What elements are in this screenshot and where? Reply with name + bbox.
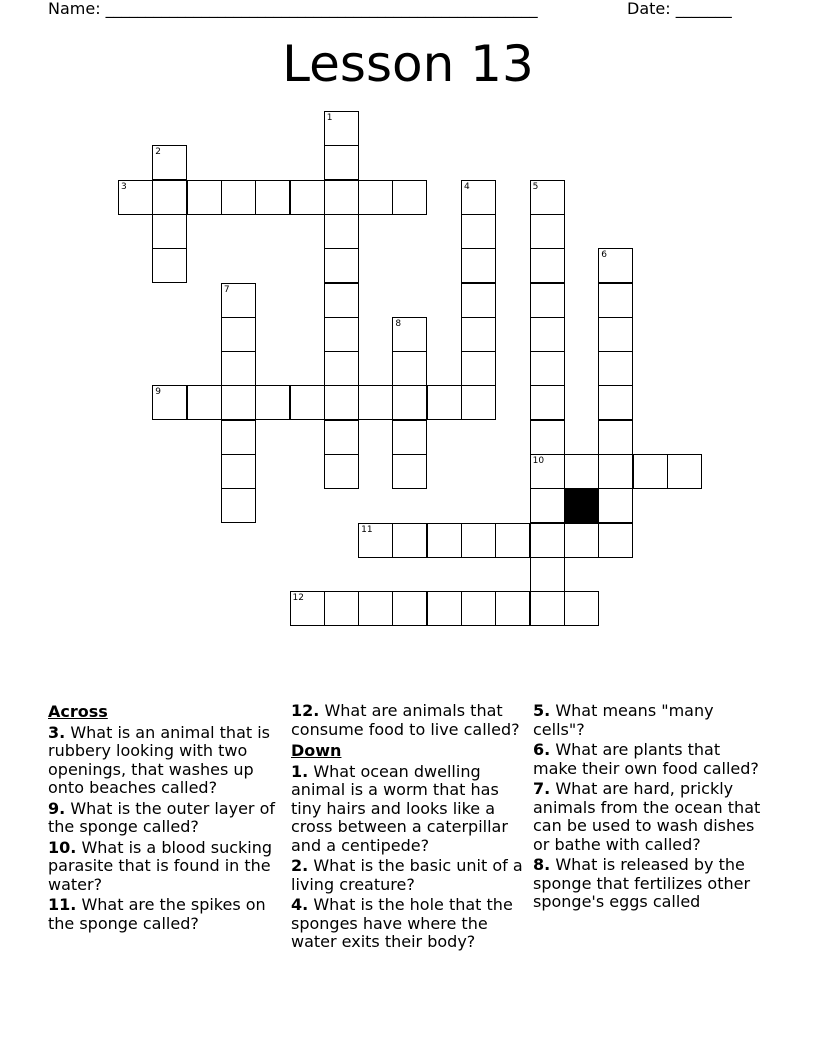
clue-number: 12. bbox=[291, 701, 320, 720]
crossword-cell[interactable] bbox=[495, 591, 530, 626]
crossword-cell[interactable] bbox=[324, 385, 359, 420]
clue-text: What are plants that make their own food called? bbox=[533, 740, 759, 778]
crossword-cell[interactable] bbox=[530, 317, 565, 352]
crossword-cell[interactable] bbox=[221, 351, 256, 386]
crossword-cell[interactable] bbox=[530, 214, 565, 249]
crossword-cell[interactable] bbox=[530, 283, 565, 318]
crossword-cell[interactable] bbox=[221, 488, 256, 523]
crossword-cell[interactable] bbox=[358, 591, 393, 626]
crossword-cell[interactable] bbox=[598, 523, 633, 558]
crossword-cell[interactable] bbox=[324, 214, 359, 249]
crossword-clue-number: 6 bbox=[601, 250, 607, 261]
crossword-cell[interactable] bbox=[598, 420, 633, 455]
crossword-cell[interactable] bbox=[324, 248, 359, 283]
crossword-cell[interactable] bbox=[221, 385, 256, 420]
crossword-cell[interactable] bbox=[461, 351, 496, 386]
crossword-cell[interactable] bbox=[152, 214, 187, 249]
clue-down-1 bbox=[291, 763, 525, 856]
crossword-cell[interactable] bbox=[461, 248, 496, 283]
crossword-clue-number: 2 bbox=[155, 147, 162, 158]
clue-across-10 bbox=[48, 839, 282, 895]
clues-column-1 bbox=[48, 700, 282, 933]
page-title: Lesson 13 bbox=[282, 35, 534, 93]
crossword-cell[interactable] bbox=[255, 180, 290, 215]
crossword-cell[interactable] bbox=[221, 317, 256, 352]
clue-number: 8. bbox=[533, 855, 551, 874]
crossword-cell[interactable] bbox=[495, 523, 530, 558]
crossword-cell[interactable] bbox=[392, 591, 427, 626]
crossword-cell[interactable] bbox=[461, 523, 496, 558]
crossword-cell[interactable] bbox=[598, 454, 633, 489]
crossword-cell[interactable] bbox=[324, 145, 359, 180]
crossword-clue-number: 1 bbox=[326, 113, 333, 123]
crossword-cell[interactable] bbox=[152, 248, 187, 283]
clue-across-12 bbox=[291, 702, 525, 739]
clue-number: 10. bbox=[48, 837, 77, 857]
crossword-cell[interactable] bbox=[530, 351, 565, 386]
clue-down-5 bbox=[533, 702, 767, 739]
clue-number: 11. bbox=[48, 895, 77, 914]
crossword-cell[interactable] bbox=[598, 283, 633, 318]
across-heading: Across bbox=[48, 702, 108, 721]
crossword-cell[interactable] bbox=[152, 180, 187, 215]
crossword-cell[interactable] bbox=[530, 557, 565, 592]
clue-text: What are animals that consume food to live called? bbox=[291, 701, 520, 739]
crossword-cell[interactable] bbox=[461, 591, 496, 626]
crossword-cell[interactable] bbox=[324, 591, 359, 626]
crossword-cell[interactable] bbox=[530, 248, 565, 283]
clues-column-2 bbox=[291, 700, 525, 952]
crossword-cell[interactable] bbox=[461, 283, 496, 318]
clue-text: What are the spikes on the sponge called? bbox=[48, 895, 266, 933]
crossword-cell[interactable] bbox=[598, 351, 633, 386]
crossword-cell[interactable] bbox=[564, 591, 599, 626]
crossword-cell[interactable] bbox=[290, 385, 325, 420]
crossword-cell[interactable] bbox=[427, 523, 462, 558]
clues-column-3 bbox=[533, 700, 767, 912]
clue-number: 5. bbox=[533, 701, 551, 720]
clue-down-4 bbox=[291, 896, 525, 952]
crossword-cell[interactable] bbox=[427, 385, 462, 420]
clue-across-9 bbox=[48, 800, 282, 837]
crossword-cell[interactable] bbox=[530, 591, 565, 626]
clue-text: What means "many cells"? bbox=[533, 701, 714, 739]
crossword-cell[interactable] bbox=[598, 385, 633, 420]
clue-number: 9. bbox=[48, 798, 66, 818]
crossword-cell[interactable] bbox=[221, 454, 256, 489]
crossword-cell[interactable] bbox=[461, 214, 496, 249]
crossword-cell[interactable] bbox=[392, 351, 427, 386]
crossword-cell[interactable] bbox=[564, 523, 599, 558]
clue-text: What is an animal that is rubbery looking with two openings, that washes up onto beaches called? bbox=[48, 722, 271, 797]
clue-number: 6. bbox=[533, 740, 551, 759]
crossword-cell[interactable] bbox=[290, 180, 325, 215]
crossword-clue-number: 4 bbox=[464, 181, 470, 192]
crossword-cell[interactable] bbox=[324, 180, 359, 215]
crossword-cell[interactable] bbox=[530, 523, 565, 558]
crossword-clue-number: 7 bbox=[223, 284, 230, 295]
crossword-clue-number: 3 bbox=[121, 181, 127, 192]
name-field-label: Name: ______________________________________________________ bbox=[48, 0, 538, 18]
crossword-cell[interactable] bbox=[324, 454, 359, 489]
clue-across-3 bbox=[48, 724, 282, 798]
down-heading: Down bbox=[291, 741, 342, 760]
crossword-cell[interactable] bbox=[392, 523, 427, 558]
clue-across-11 bbox=[48, 896, 282, 933]
crossword-cell[interactable] bbox=[392, 385, 427, 420]
crossword-cell[interactable] bbox=[461, 317, 496, 352]
crossword-cell[interactable] bbox=[324, 317, 359, 352]
crossword-cell[interactable] bbox=[667, 454, 702, 489]
crossword-clue-number: 10 bbox=[532, 456, 545, 466]
crossword-cell[interactable] bbox=[598, 317, 633, 352]
clue-text: What ocean dwelling animal is a worm that has tiny hairs and looks like a cross between a caterpillar and a centipede? bbox=[291, 761, 508, 855]
crossword-cell[interactable] bbox=[564, 454, 599, 489]
clue-text: What is the basic unit of a living creature? bbox=[291, 856, 523, 894]
crossword-cell[interactable] bbox=[530, 488, 565, 523]
crossword-cell[interactable] bbox=[461, 385, 496, 420]
crossword-cell[interactable] bbox=[633, 454, 668, 489]
crossword-cell[interactable] bbox=[221, 420, 256, 455]
crossword-cell[interactable] bbox=[530, 385, 565, 420]
crossword-clue-number: 9 bbox=[155, 387, 162, 398]
clue-down-2 bbox=[291, 857, 525, 894]
clue-text: What are hard, prickly animals from the ocean that can be used to wash dishes or bathe with called? bbox=[533, 779, 761, 854]
crossword-cell[interactable] bbox=[530, 420, 565, 455]
crossword-clue-number: 12 bbox=[292, 593, 304, 604]
crossword-cell[interactable] bbox=[187, 385, 222, 420]
crossword-cell[interactable] bbox=[392, 420, 427, 455]
clue-number: 2. bbox=[291, 856, 309, 875]
clue-text: What is the hole that the sponges have where the water exits their body? bbox=[291, 895, 513, 951]
clue-down-7 bbox=[533, 780, 767, 854]
crossword-cell[interactable] bbox=[392, 180, 427, 215]
crossword-cell[interactable] bbox=[324, 351, 359, 386]
crossword-clue-number: 8 bbox=[395, 318, 402, 329]
crossword-clue-number: 5 bbox=[532, 181, 539, 192]
clue-number: 4. bbox=[291, 895, 309, 914]
crossword-cell[interactable] bbox=[392, 454, 427, 489]
crossword-cell[interactable] bbox=[358, 180, 393, 215]
crossword-cell[interactable] bbox=[358, 385, 393, 420]
crossword-cell[interactable] bbox=[324, 420, 359, 455]
clue-down-6 bbox=[533, 741, 767, 778]
clue-down-8 bbox=[533, 856, 767, 912]
crossword-black-square bbox=[564, 488, 599, 523]
crossword-cell[interactable] bbox=[221, 180, 256, 215]
crossword-cell[interactable] bbox=[324, 283, 359, 318]
crossword-cell[interactable] bbox=[255, 385, 290, 420]
date-field-label: Date: _______ bbox=[627, 0, 732, 18]
crossword-cell[interactable] bbox=[427, 591, 462, 626]
clue-text: What is a blood sucking parasite that is found in the water? bbox=[48, 837, 273, 894]
crossword-clue-number: 11 bbox=[361, 524, 373, 535]
clue-text: What is released by the sponge that fertilizes other sponge's eggs called bbox=[533, 855, 751, 911]
clue-number: 3. bbox=[48, 722, 66, 742]
crossword-cell[interactable] bbox=[598, 488, 633, 523]
crossword-cell[interactable] bbox=[187, 180, 222, 215]
clue-number: 1. bbox=[291, 761, 309, 781]
clue-number: 7. bbox=[533, 779, 551, 798]
clue-text: What is the outer layer of the sponge called? bbox=[48, 798, 276, 836]
